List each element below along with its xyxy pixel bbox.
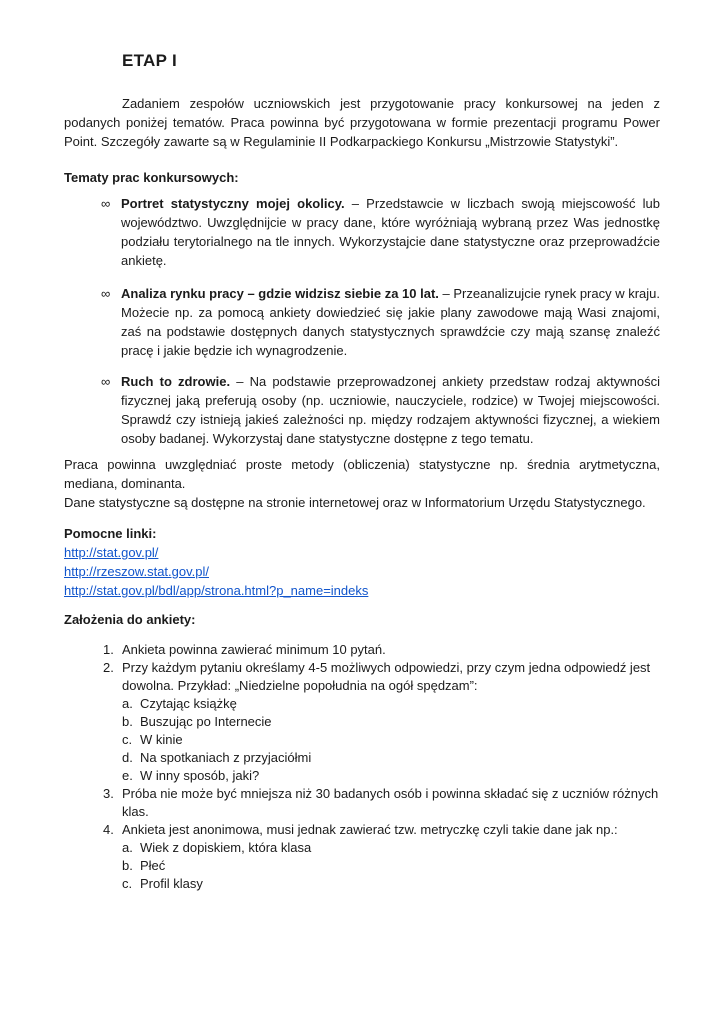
- list-letter: b.: [122, 858, 133, 873]
- topic-title: Portret statystyczny mojej okolicy.: [121, 196, 345, 211]
- survey-item: [64, 785, 660, 821]
- topic-body: – Na podstawie przeprowadzonej ankiety przedstaw rodzaj aktywności fizycznej jaką preferują osoby (np. uczniowie, nauczyciele, rodzice) w Twojej miejscowości. Sprawdź czy istnieją jakieś zależności np. między rodzajem aktywności fizycznej, a wiekiem osoby badanej. Wykorzystaj dane statystyczne dostępne z tego tematu.: [121, 374, 660, 446]
- list-item-text: Płeć: [140, 858, 166, 873]
- survey-item: [64, 821, 660, 839]
- survey-requirements-list: [64, 641, 660, 893]
- hyperlink[interactable]: http://rzeszow.stat.gov.pl/: [64, 564, 209, 579]
- survey-sub-item: [64, 731, 660, 749]
- survey-sub-item: [64, 857, 660, 875]
- topics-list: [64, 194, 660, 448]
- list-letter: c.: [122, 732, 133, 747]
- list-letter: b.: [122, 714, 133, 729]
- hyperlink[interactable]: http://stat.gov.pl/bdl/app/strona.html?p_name=indeks: [64, 583, 369, 598]
- survey-sub-item: [64, 839, 660, 857]
- hyperlink[interactable]: http://stat.gov.pl/: [64, 545, 159, 560]
- links-heading: Pomocne linki:: [64, 526, 157, 541]
- list-item-text: W kinie: [140, 732, 183, 747]
- list-item-text: Przy każdym pytaniu określamy 4-5 możliwych odpowiedzi, przy czym jedna odpowiedź jest dowolna. Przykład: „Niedzielne popołudnia na ogół spędzam”:: [122, 660, 651, 693]
- survey-item: [64, 641, 660, 659]
- list-number: 4.: [103, 822, 114, 837]
- list-item-text: Ankieta jest anonimowa, musi jednak zawierać tzw. metryczkę czyli takie dane jak np.:: [122, 822, 618, 837]
- list-item-text: Czytając książkę: [140, 696, 237, 711]
- topic-body: – Przedstawcie w liczbach swoją miejscowość lub województwo. Uwzględnijcie w pracy dane, które wyróżniają wybraną przez Was jednostkę podziału terytorialnego na tle innych. Wykorzystajcie dane statystyczne oraz przeprowadźcie ankietę.: [121, 196, 660, 268]
- list-item-text: Wiek z dopiskiem, która klasa: [140, 840, 312, 855]
- topic-body: – Przeanalizujcie rynek pracy w kraju. Możecie np. za pomocą ankiety dowiedzieć się jakie plany zawodowe mają Wasi znajomi, zaś na podstawie dostępnych danych statystycznych sprawdźcie czy mają szansę znaleźć pracę i jakie będzie ich wynagrodzenie.: [121, 286, 661, 358]
- list-item-text: W inny sposób, jaki?: [140, 768, 260, 783]
- survey-sub-item: [64, 695, 660, 713]
- list-letter: a.: [122, 696, 133, 711]
- intro-paragraph: Zadaniem zespołów uczniowskich jest przygotowanie pracy konkursowej na jeden z podanych poniżej tematów. Praca powinna być przygotowana w formie prezentacji programu Power Point. Szczegóły zawarte są w Regulaminie II Podkarpackiego Konkursu „Mistrzowie Statystyki”.: [64, 96, 660, 149]
- list-item-text: Buszując po Internecie: [140, 714, 272, 729]
- survey-item: [64, 659, 660, 695]
- list-letter: a.: [122, 840, 133, 855]
- infinity-bullet-icon: ∞: [101, 286, 111, 301]
- survey-sub-item: [64, 767, 660, 785]
- survey-sub-item: [64, 749, 660, 767]
- topic-title: Analiza rynku pracy – gdzie widzisz siebie za 10 lat.: [121, 286, 439, 301]
- topic-item: [64, 372, 660, 448]
- list-number: 1.: [103, 642, 114, 657]
- topics-heading: Tematy prac konkursowych:: [64, 170, 239, 185]
- infinity-bullet-icon: ∞: [101, 196, 111, 211]
- list-letter: e.: [122, 768, 133, 783]
- list-item-text: Próba nie może być mniejsza niż 30 badanych osób i powinna składać się z uczniów różnych klas.: [122, 786, 659, 819]
- links-list: [64, 543, 660, 600]
- list-letter: c.: [122, 876, 133, 891]
- infinity-bullet-icon: ∞: [101, 374, 111, 389]
- list-number: 3.: [103, 786, 114, 801]
- data-sources-note: Dane statystyczne są dostępne na stronie internetowej oraz w Informatorium Urzędu Statystycznego.: [64, 495, 646, 510]
- survey-sub-item: [64, 875, 660, 893]
- topic-title: Ruch to zdrowie.: [121, 374, 231, 389]
- page-title: ETAP I: [122, 51, 178, 70]
- list-item-text: Ankieta powinna zawierać minimum 10 pytań.: [122, 642, 386, 657]
- survey-sub-item: [64, 713, 660, 731]
- topic-item: [64, 284, 660, 360]
- list-letter: d.: [122, 750, 133, 765]
- list-item-text: Na spotkaniach z przyjaciółmi: [140, 750, 312, 765]
- topic-item: [64, 194, 660, 270]
- survey-heading: Założenia do ankiety:: [64, 612, 196, 627]
- methods-note: Praca powinna uwzględniać proste metody (obliczenia) statystyczne np. średnia arytmetyczna, mediana, dominanta.: [64, 457, 660, 491]
- list-number: 2.: [103, 660, 114, 675]
- list-item-text: Profil klasy: [140, 876, 203, 891]
